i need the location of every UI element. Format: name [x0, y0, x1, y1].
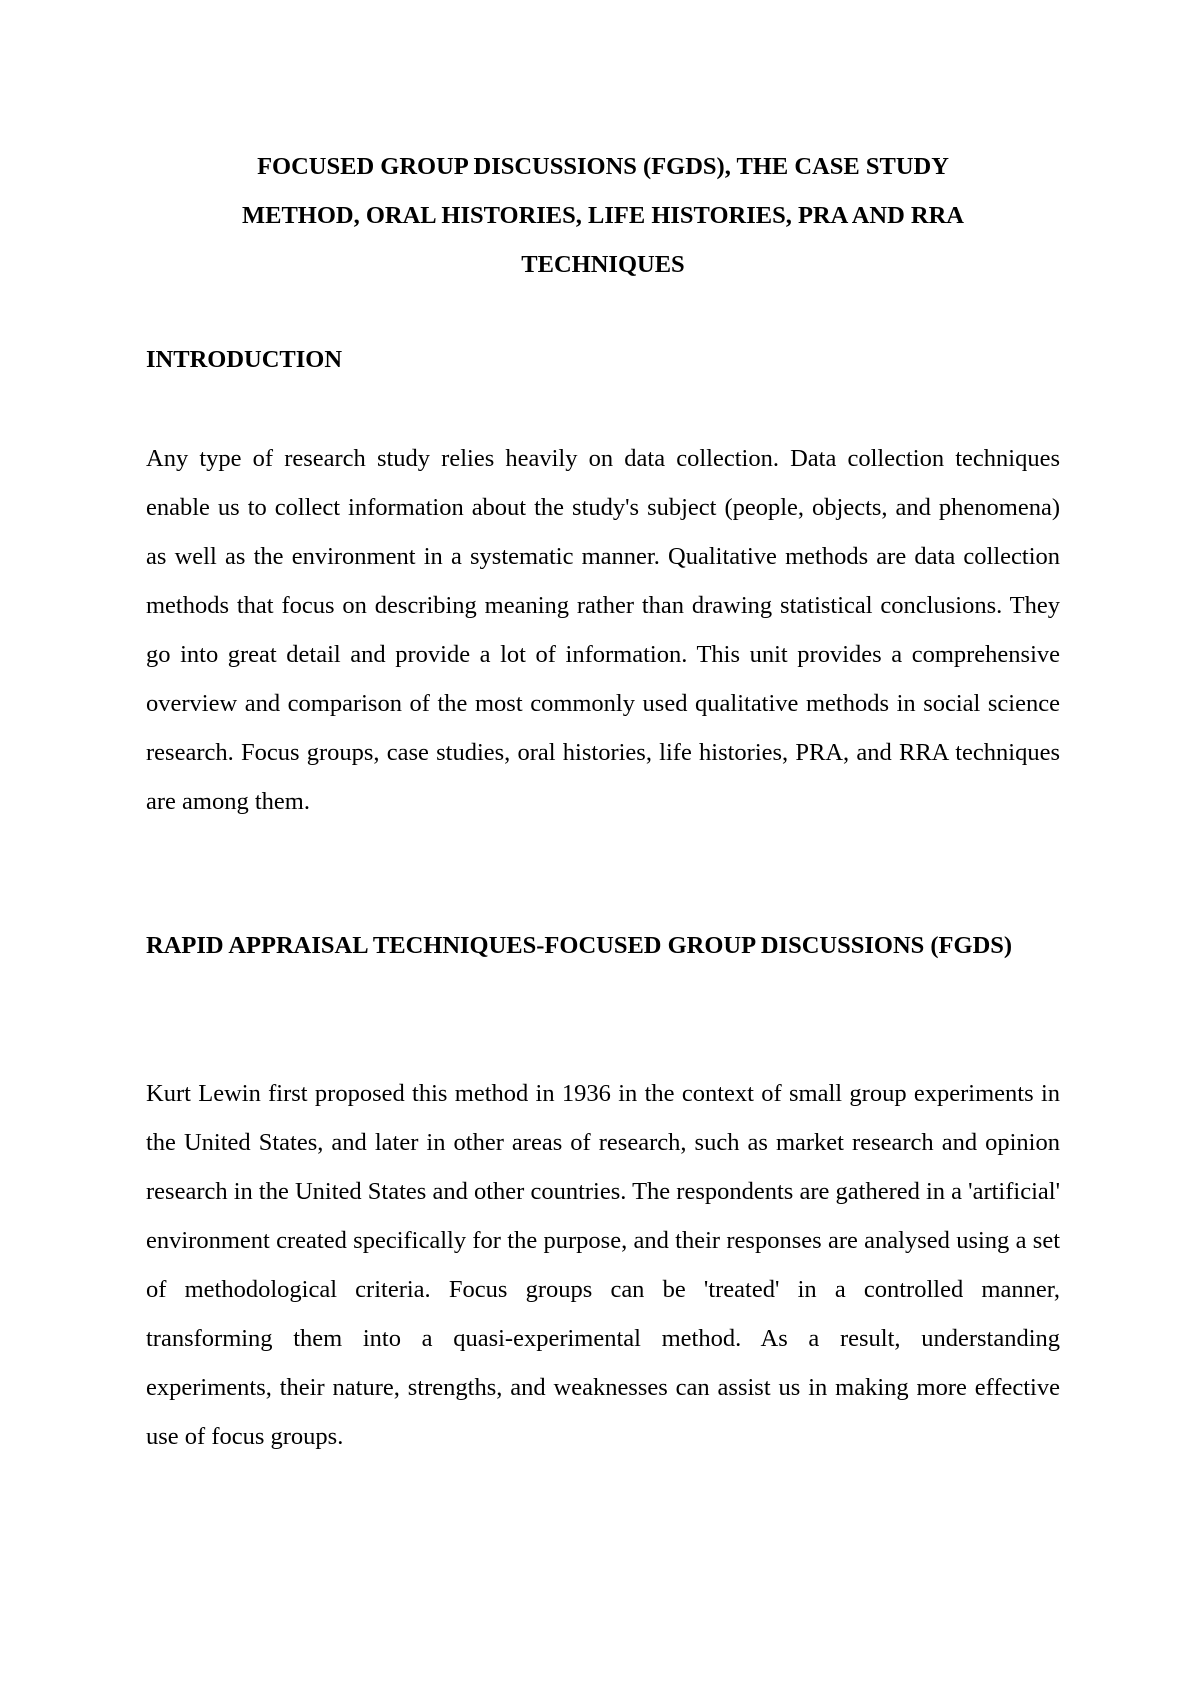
- section-heading-introduction: INTRODUCTION: [146, 346, 343, 373]
- paragraph-introduction: Any type of research study relies heavily on data collection. Data collection techniques enable us to collect information about the study's subject (people, objects, and phenomena) as well as the environment in a systematic manner. Qualitative methods are data collection methods that focus on describing meaning rather than drawing statistical conclusions. They go into great detail and provide a lot of information. This unit provides a comprehensive overview and comparison of the most commonly used qualitative methods in social science research. Focus groups, case studies, oral histories, life histories, PRA, and RRA techniques are among them.: [146, 445, 1060, 815]
- paragraph-rapid-appraisal: Kurt Lewin first proposed this method in 1936 in the context of small group experiments in the United States, and later in other areas of research, such as market research and opinion research in the United States and other countries. The respondents are gathered in a 'artificial' environment created specifically for the purpose, and their responses are analysed using a set of methodological criteria. Focus groups can be 'treated' in a controlled manner, transforming them into a quasi-experimental method. As a result, understanding experiments, their nature, strengths, and weaknesses can assist us in making more effective use of focus groups.: [146, 1080, 1060, 1450]
- document-title: FOCUSED GROUP DISCUSSIONS (FGDS), THE CASE STUDY METHOD, ORAL HISTORIES, LIFE HISTORIES, PRA AND RRA TECHNIQUES: [241, 153, 965, 278]
- section-heading-rapid-appraisal: RAPID APPRAISAL TECHNIQUES-FOCUSED GROUP DISCUSSIONS (FGDS): [146, 932, 1013, 959]
